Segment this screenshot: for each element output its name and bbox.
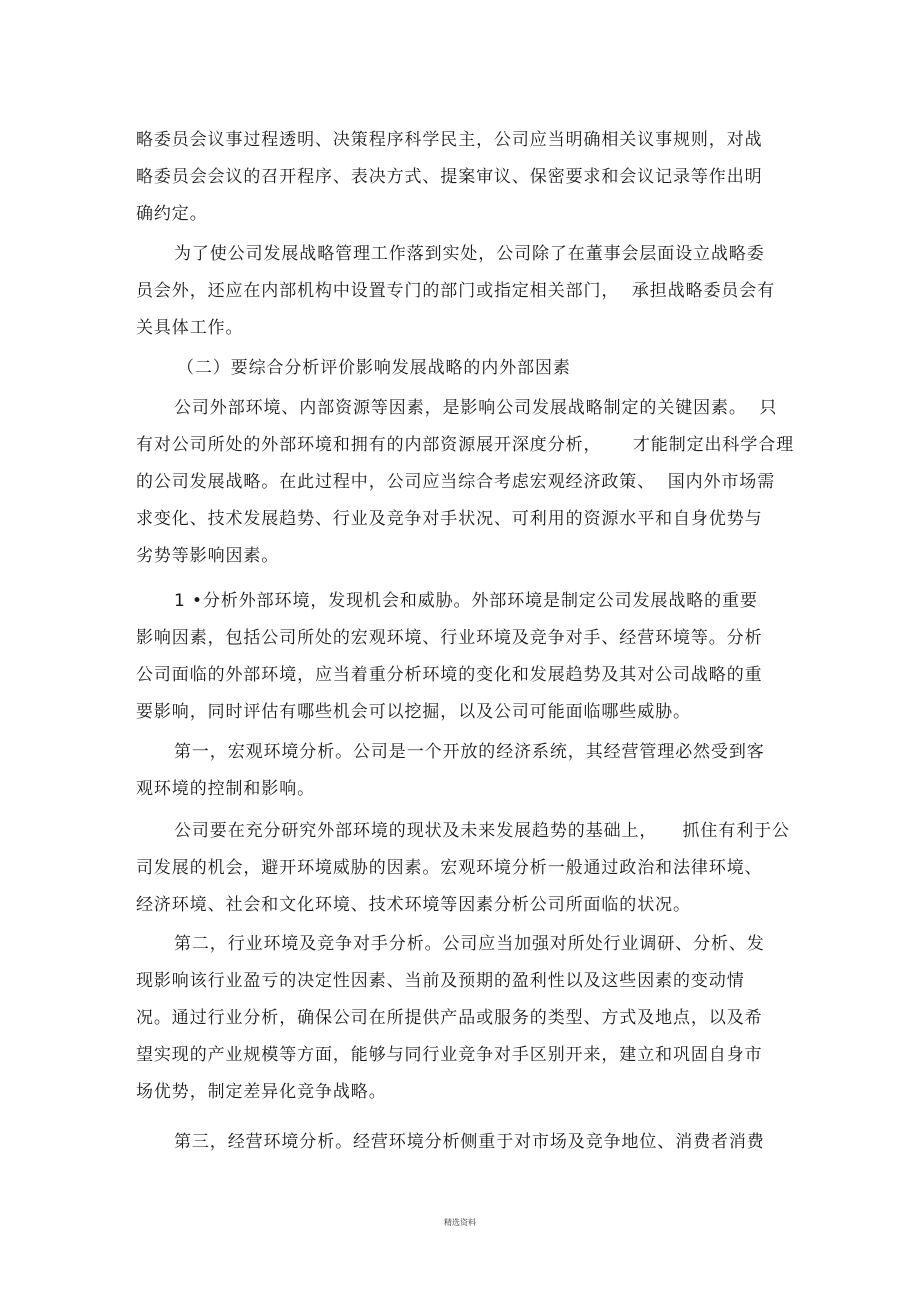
body-line-16: 要影响，同时评估有哪些机会可以挖掘，以及公司可能面临哪些威胁。 [136,702,691,722]
body-line-9: 有对公司所处的外部环境和拥有的内部资源展开深度分析， 才能制定出科学合理 [136,435,795,455]
body-line-6: 关具体工作。 [136,318,244,338]
body-line-15: 公司面临的外部环境，应当着重分析环境的变化和发展趋势及其对公司战略的重 [136,665,763,685]
body-line-19: 公司要在充分研究外部环境的现状及未来发展趋势的基础上， 抓住有利于公 [174,821,790,841]
body-line-24: 况。通过行业分析，确保公司在所提供产品或服务的类型、方式及地点，以及希 [136,1008,763,1028]
body-line-1: 略委员会议事过程透明、决策程序科学民主，公司应当明确相关议事规则，对战 [136,130,763,150]
body-line-11: 求变化、技术发展趋势、行业及竞争对手状况、可利用的资源水平和自身优势与 [136,509,763,529]
section-heading: （二）要综合分析评价影响发展战略的内外部因素 [177,358,571,378]
body-line-26: 场优势，制定差异化竞争战略。 [136,1082,387,1102]
body-line-5: 员会外，还应在内部机构中设置专门的部门或指定相关部门， 承担战略委员会有 [136,281,776,301]
body-line-27: 第三，经营环境分析。经营环境分析侧重于对市场及竞争地位、消费者消费 [174,1132,765,1152]
body-line-18: 观环境的控制和影响。 [136,779,315,799]
page-footer: 精选资料 [444,1218,476,1227]
body-line-25: 望实现的产业规模等方面，能够与同行业竞争对手区别开来，建立和巩固自身市 [136,1045,763,1065]
body-line-4: 为了使公司发展战略管理工作落到实处，公司除了在董事会层面设立战略委 [174,244,765,264]
body-line-14: 影响因素，包括公司所处的宏观环境、行业环境及竞争对手、经营环境等。分析 [136,628,763,648]
body-line-22: 第二，行业环境及竞争对手分析。公司应当加强对所处行业调研、分析、发 [174,934,765,954]
body-line-21: 经济环境、社会和文化环境、技术环境等因素分析公司所面临的状况。 [136,895,691,915]
body-line-23: 现影响该行业盈亏的决定性因素、当前及预期的盈利性以及这些因素的变动情 [136,971,745,991]
body-line-12: 劣势等影响因素。 [136,546,280,566]
body-line-10: 的公司发展战略。在此过程中，公司应当综合考虑宏观经济政策、 国内外市场需 [136,472,776,492]
body-line-2: 略委员会会议的召开程序、表决方式、提案审议、保密要求和会议记录等作出明 [136,167,763,187]
body-line-17: 第一，宏观环境分析。公司是一个开放的经济系统，其经营管理必然受到客 [174,742,765,762]
body-line-20: 司发展的机会，避开环境威胁的因素。宏观环境分析一般通过政治和法律环境、 [136,858,763,878]
body-line-13: 1 •分析外部环境，发现机会和威胁。外部环境是制定公司发展战略的重要 [174,591,758,611]
body-line-3: 确约定。 [136,204,208,224]
body-line-8: 公司外部环境、内部资源等因素，是影响公司发展战略制定的关键因素。 只 [174,398,778,418]
